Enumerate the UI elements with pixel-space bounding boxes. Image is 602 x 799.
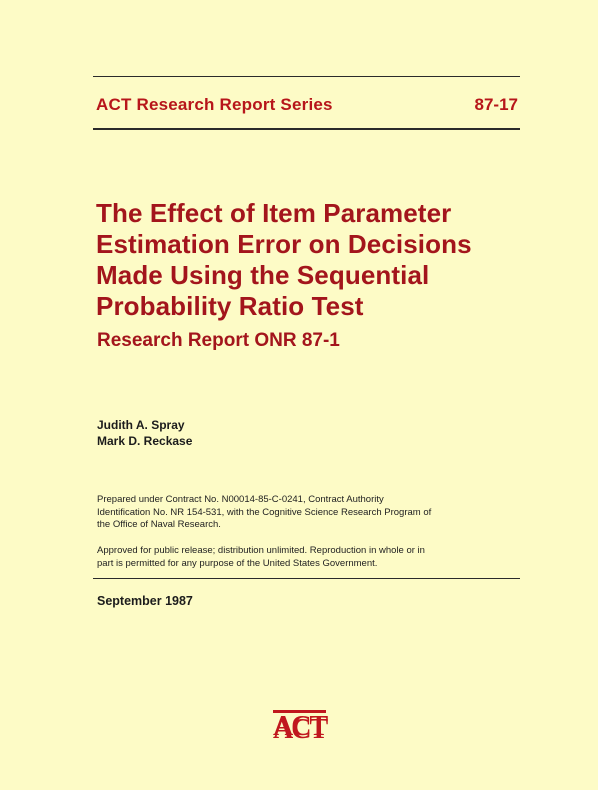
paragraph-line: Prepared under Contract No. N00014-85-C-0241, Contract Authority (97, 494, 384, 505)
author-list (97, 417, 192, 449)
title-line: Estimation Error on Decisions (96, 229, 472, 259)
report-number: 87-17 (474, 95, 518, 114)
author-name: Judith A. Spray (97, 418, 185, 432)
author-name: Mark D. Reckase (97, 434, 193, 448)
title-line: Probability Ratio Test (96, 291, 364, 321)
paragraph-line: Identification No. NR 154-531, with the Cognitive Science Research Program of (97, 506, 432, 518)
top-rule (93, 76, 520, 77)
report-series-title: ACT Research Report Series (96, 95, 333, 114)
paragraph-line: the Office of Naval Research. (97, 519, 221, 530)
title-line: Made Using the Sequential (96, 260, 430, 290)
act-logo: ACT (273, 711, 327, 742)
report-subtitle: Research Report ONR 87-1 (97, 330, 340, 351)
publication-date: September 1987 (97, 594, 193, 608)
contract-paragraph (97, 494, 477, 532)
title-line: The Effect of Item Parameter (96, 198, 452, 228)
report-title (96, 198, 526, 322)
paragraph-line: Approved for public release; distribution unlimited. Reproduction in whole or in (97, 545, 425, 556)
header-rule (93, 128, 520, 130)
paragraph-line: part is permitted for any purpose of the United States Government. (97, 557, 378, 569)
release-paragraph (97, 545, 477, 570)
footer-rule (93, 578, 520, 579)
